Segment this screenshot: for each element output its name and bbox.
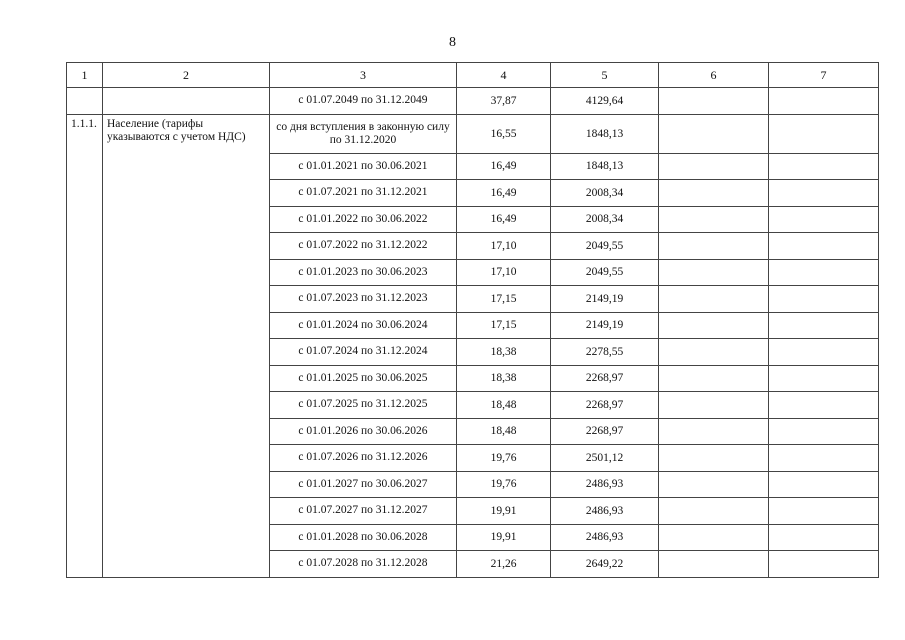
period-cell: с 01.01.2024 по 30.06.2024 bbox=[270, 312, 457, 339]
value-cell-7 bbox=[769, 259, 879, 286]
value-cell-5: 2649,22 bbox=[551, 551, 659, 578]
value-cell-7 bbox=[769, 418, 879, 445]
value-cell-6 bbox=[659, 312, 769, 339]
period-cell: с 01.07.2028 по 31.12.2028 bbox=[270, 551, 457, 578]
header-cell: 3 bbox=[270, 63, 457, 88]
period-cell: с 01.07.2027 по 31.12.2027 bbox=[270, 498, 457, 525]
value-cell-7 bbox=[769, 114, 879, 153]
value-cell-4: 16,49 bbox=[457, 180, 551, 207]
value-cell-5: 2049,55 bbox=[551, 259, 659, 286]
period-cell: с 01.07.2026 по 31.12.2026 bbox=[270, 445, 457, 472]
value-cell-4: 17,10 bbox=[457, 259, 551, 286]
value-cell-5: 4129,64 bbox=[551, 88, 659, 115]
table-row bbox=[67, 114, 879, 153]
page-number: 8 bbox=[449, 35, 456, 50]
value-cell-4: 16,55 bbox=[457, 114, 551, 153]
value-cell-6 bbox=[659, 471, 769, 498]
period-cell: с 01.07.2023 по 31.12.2023 bbox=[270, 286, 457, 313]
period-cell: с 01.07.2049 по 31.12.2049 bbox=[270, 88, 457, 115]
period-cell: с 01.07.2021 по 31.12.2021 bbox=[270, 180, 457, 207]
value-cell-4: 16,49 bbox=[457, 153, 551, 180]
value-cell-5: 2501,12 bbox=[551, 445, 659, 472]
period-cell: с 01.07.2022 по 31.12.2022 bbox=[270, 233, 457, 260]
value-cell-7 bbox=[769, 365, 879, 392]
value-cell-4: 17,15 bbox=[457, 312, 551, 339]
value-cell-4: 19,76 bbox=[457, 471, 551, 498]
value-cell-4: 19,76 bbox=[457, 445, 551, 472]
value-cell-5: 2049,55 bbox=[551, 233, 659, 260]
value-cell-4: 19,91 bbox=[457, 498, 551, 525]
value-cell-4: 17,15 bbox=[457, 286, 551, 313]
value-cell-4: 37,87 bbox=[457, 88, 551, 115]
header-cell: 7 bbox=[769, 63, 879, 88]
value-cell-6 bbox=[659, 286, 769, 313]
value-cell-7 bbox=[769, 524, 879, 551]
value-cell-6 bbox=[659, 114, 769, 153]
table-row bbox=[67, 88, 879, 115]
period-cell: с 01.01.2023 по 30.06.2023 bbox=[270, 259, 457, 286]
value-cell-5: 1848,13 bbox=[551, 114, 659, 153]
value-cell-5: 2486,93 bbox=[551, 524, 659, 551]
value-cell-5: 2008,34 bbox=[551, 180, 659, 207]
value-cell-6 bbox=[659, 445, 769, 472]
number-cell bbox=[67, 88, 103, 115]
value-cell-7 bbox=[769, 88, 879, 115]
period-cell: с 01.07.2025 по 31.12.2025 bbox=[270, 392, 457, 419]
value-cell-6 bbox=[659, 392, 769, 419]
value-cell-6 bbox=[659, 233, 769, 260]
header-cell: 4 bbox=[457, 63, 551, 88]
period-cell: с 01.01.2026 по 30.06.2026 bbox=[270, 418, 457, 445]
header-cell: 1 bbox=[67, 63, 103, 88]
value-cell-6 bbox=[659, 206, 769, 233]
header-cell: 6 bbox=[659, 63, 769, 88]
value-cell-7 bbox=[769, 445, 879, 472]
value-cell-7 bbox=[769, 471, 879, 498]
value-cell-5: 2268,97 bbox=[551, 365, 659, 392]
value-cell-5: 2149,19 bbox=[551, 286, 659, 313]
value-cell-5: 1848,13 bbox=[551, 153, 659, 180]
value-cell-6 bbox=[659, 180, 769, 207]
value-cell-7 bbox=[769, 339, 879, 366]
value-cell-6 bbox=[659, 259, 769, 286]
value-cell-6 bbox=[659, 88, 769, 115]
value-cell-7 bbox=[769, 286, 879, 313]
value-cell-5: 2008,34 bbox=[551, 206, 659, 233]
value-cell-4: 17,10 bbox=[457, 233, 551, 260]
item-number-cell: 1.1.1. bbox=[67, 114, 103, 577]
value-cell-7 bbox=[769, 206, 879, 233]
tariff-table bbox=[66, 62, 879, 578]
value-cell-5: 2486,93 bbox=[551, 471, 659, 498]
value-cell-7 bbox=[769, 498, 879, 525]
period-cell: со дня вступления в законную силу по 31.12.2020 bbox=[270, 114, 457, 153]
value-cell-7 bbox=[769, 233, 879, 260]
name-cell bbox=[103, 88, 270, 115]
period-cell: с 01.01.2028 по 30.06.2028 bbox=[270, 524, 457, 551]
value-cell-4: 18,38 bbox=[457, 365, 551, 392]
value-cell-4: 18,48 bbox=[457, 392, 551, 419]
value-cell-4: 16,49 bbox=[457, 206, 551, 233]
value-cell-7 bbox=[769, 392, 879, 419]
item-name-cell: Население (тарифы указываются с учетом НДС) bbox=[103, 114, 270, 577]
period-cell: с 01.01.2027 по 30.06.2027 bbox=[270, 471, 457, 498]
header-cell: 2 bbox=[103, 63, 270, 88]
value-cell-4: 19,91 bbox=[457, 524, 551, 551]
header-row bbox=[67, 63, 879, 88]
value-cell-7 bbox=[769, 312, 879, 339]
value-cell-6 bbox=[659, 365, 769, 392]
value-cell-4: 18,48 bbox=[457, 418, 551, 445]
value-cell-4: 21,26 bbox=[457, 551, 551, 578]
value-cell-6 bbox=[659, 551, 769, 578]
value-cell-6 bbox=[659, 498, 769, 525]
period-cell: с 01.01.2022 по 30.06.2022 bbox=[270, 206, 457, 233]
value-cell-7 bbox=[769, 180, 879, 207]
value-cell-5: 2486,93 bbox=[551, 498, 659, 525]
value-cell-7 bbox=[769, 153, 879, 180]
value-cell-6 bbox=[659, 339, 769, 366]
value-cell-7 bbox=[769, 551, 879, 578]
value-cell-4: 18,38 bbox=[457, 339, 551, 366]
value-cell-6 bbox=[659, 153, 769, 180]
period-cell: с 01.07.2024 по 31.12.2024 bbox=[270, 339, 457, 366]
value-cell-5: 2268,97 bbox=[551, 392, 659, 419]
header-cell: 5 bbox=[551, 63, 659, 88]
period-cell: с 01.01.2021 по 30.06.2021 bbox=[270, 153, 457, 180]
value-cell-5: 2149,19 bbox=[551, 312, 659, 339]
value-cell-6 bbox=[659, 418, 769, 445]
value-cell-5: 2278,55 bbox=[551, 339, 659, 366]
value-cell-5: 2268,97 bbox=[551, 418, 659, 445]
value-cell-6 bbox=[659, 524, 769, 551]
period-cell: с 01.01.2025 по 30.06.2025 bbox=[270, 365, 457, 392]
